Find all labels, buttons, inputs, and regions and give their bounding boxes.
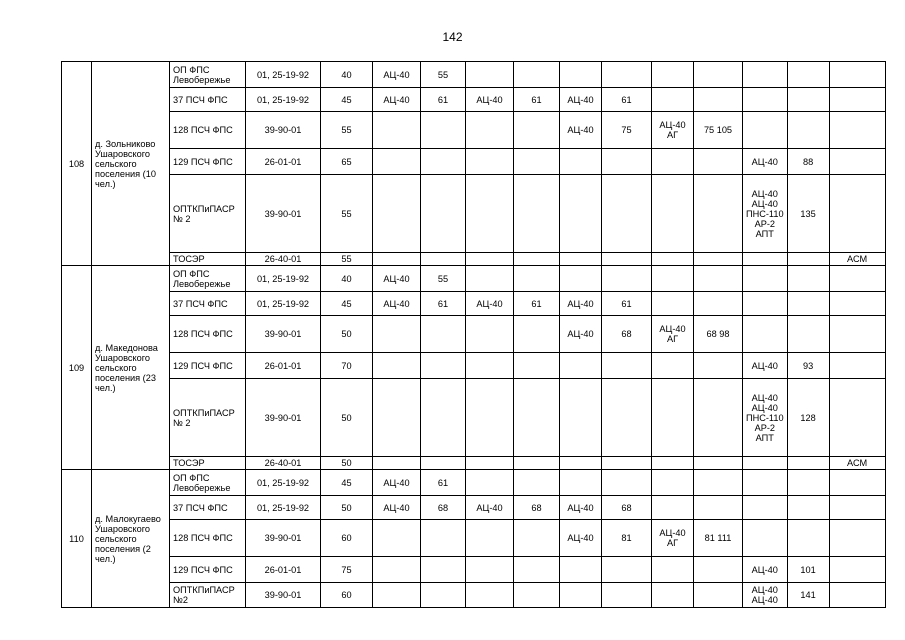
arrival-time-cell: 55	[321, 253, 373, 266]
equipment-cell	[787, 62, 829, 88]
equipment-cell	[829, 316, 885, 353]
table-row	[62, 470, 886, 496]
equipment-cell	[514, 112, 560, 149]
equipment-cell	[787, 253, 829, 266]
equipment-cell	[787, 470, 829, 496]
unit-name-cell: 128 ПСЧ ФПС	[170, 520, 246, 557]
equipment-cell	[694, 557, 743, 583]
equipment-cell	[829, 88, 885, 112]
equipment-cell	[694, 175, 743, 253]
arrival-time-cell: 55	[321, 175, 373, 253]
equipment-cell: АЦ-40	[373, 62, 421, 88]
equipment-cell: 128	[787, 379, 829, 457]
unit-name-cell: ОПТКПиПАСР № 2	[170, 379, 246, 457]
arrival-time-cell: 75	[321, 557, 373, 583]
equipment-cell	[602, 62, 652, 88]
equipment-cell	[373, 520, 421, 557]
phone-cell: 26-01-01	[246, 557, 321, 583]
table-row	[62, 292, 886, 316]
phone-cell: 39-90-01	[246, 379, 321, 457]
equipment-cell	[602, 457, 652, 470]
equipment-cell	[514, 457, 560, 470]
unit-name-cell: ОПТКПиПАСР № 2	[170, 175, 246, 253]
equipment-cell	[373, 175, 421, 253]
equipment-cell: АЦ-40	[373, 88, 421, 112]
equipment-cell	[373, 353, 421, 379]
equipment-cell: 61	[602, 292, 652, 316]
equipment-cell: 75 105	[694, 112, 743, 149]
equipment-cell	[787, 316, 829, 353]
settlement-cell: д. Македонова Ушаровского сельского поселения (23 чел.)	[92, 266, 170, 470]
equipment-cell: 68 98	[694, 316, 743, 353]
equipment-cell: АЦ-40	[743, 353, 788, 379]
equipment-cell	[652, 583, 694, 608]
unit-name-cell: 37 ПСЧ ФПС	[170, 496, 246, 520]
table-row	[62, 520, 886, 557]
equipment-cell: 55	[421, 62, 466, 88]
phone-cell: 01, 25-19-92	[246, 266, 321, 292]
equipment-cell	[694, 583, 743, 608]
table-body	[62, 62, 886, 608]
table-row	[62, 496, 886, 520]
equipment-cell	[466, 253, 514, 266]
equipment-cell	[787, 292, 829, 316]
equipment-cell	[787, 457, 829, 470]
equipment-cell	[514, 557, 560, 583]
phone-cell: 01, 25-19-92	[246, 62, 321, 88]
equipment-cell	[694, 470, 743, 496]
equipment-cell	[787, 520, 829, 557]
equipment-cell: АЦ-40	[743, 149, 788, 175]
equipment-cell	[743, 292, 788, 316]
phone-cell: 01, 25-19-92	[246, 292, 321, 316]
phone-cell: 39-90-01	[246, 583, 321, 608]
arrival-time-cell: 50	[321, 379, 373, 457]
equipment-cell	[514, 62, 560, 88]
equipment-cell	[421, 175, 466, 253]
equipment-cell	[421, 316, 466, 353]
table-row	[62, 149, 886, 175]
equipment-cell	[560, 62, 602, 88]
table-row	[62, 253, 886, 266]
equipment-cell	[829, 353, 885, 379]
equipment-cell: АЦ-40	[466, 88, 514, 112]
equipment-cell	[560, 557, 602, 583]
equipment-cell	[514, 379, 560, 457]
equipment-cell: АЦ-40 АГ	[652, 520, 694, 557]
equipment-cell	[514, 470, 560, 496]
equipment-cell	[560, 175, 602, 253]
equipment-cell	[743, 520, 788, 557]
equipment-cell	[652, 175, 694, 253]
equipment-cell	[787, 266, 829, 292]
equipment-cell: 68	[602, 316, 652, 353]
unit-name-cell: 129 ПСЧ ФПС	[170, 557, 246, 583]
equipment-cell	[787, 112, 829, 149]
equipment-cell	[421, 353, 466, 379]
equipment-cell	[421, 557, 466, 583]
equipment-cell: АЦ-40	[466, 292, 514, 316]
equipment-cell: АЦ-40	[373, 470, 421, 496]
equipment-cell	[829, 112, 885, 149]
equipment-cell	[421, 457, 466, 470]
equipment-cell	[743, 316, 788, 353]
equipment-cell: АЦ-40 АГ	[652, 112, 694, 149]
equipment-cell	[466, 175, 514, 253]
equipment-cell	[466, 583, 514, 608]
equipment-cell	[743, 112, 788, 149]
equipment-cell	[421, 583, 466, 608]
equipment-cell: АСМ	[829, 253, 885, 266]
equipment-cell	[694, 379, 743, 457]
phone-cell: 01, 25-19-92	[246, 88, 321, 112]
equipment-cell	[694, 266, 743, 292]
equipment-cell: 61	[421, 470, 466, 496]
equipment-cell	[560, 470, 602, 496]
equipment-cell: АЦ-40	[373, 496, 421, 520]
equipment-cell: АЦ-40	[560, 496, 602, 520]
equipment-cell	[466, 557, 514, 583]
equipment-cell	[787, 88, 829, 112]
equipment-cell: АЦ-40 АЦ-40	[743, 583, 788, 608]
equipment-cell	[743, 496, 788, 520]
phone-cell: 26-01-01	[246, 353, 321, 379]
equipment-cell	[514, 316, 560, 353]
row-number: 108	[62, 62, 92, 266]
equipment-cell	[652, 457, 694, 470]
arrival-time-cell: 45	[321, 470, 373, 496]
equipment-cell: 88	[787, 149, 829, 175]
equipment-cell	[829, 62, 885, 88]
table-row	[62, 583, 886, 608]
equipment-cell: 61	[602, 88, 652, 112]
unit-name-cell: 129 ПСЧ ФПС	[170, 353, 246, 379]
table-row	[62, 175, 886, 253]
table-row	[62, 62, 886, 88]
equipment-cell	[694, 292, 743, 316]
equipment-cell	[421, 520, 466, 557]
equipment-cell	[373, 583, 421, 608]
arrival-time-cell: 50	[321, 457, 373, 470]
unit-name-cell: ТОСЭР	[170, 253, 246, 266]
equipment-cell	[694, 457, 743, 470]
equipment-cell	[787, 496, 829, 520]
equipment-cell	[829, 520, 885, 557]
equipment-cell: 68	[602, 496, 652, 520]
equipment-cell	[652, 253, 694, 266]
equipment-cell	[602, 149, 652, 175]
equipment-cell: 81 111	[694, 520, 743, 557]
row-number: 110	[62, 470, 92, 608]
equipment-cell	[694, 253, 743, 266]
equipment-cell: АЦ-40 АГ	[652, 316, 694, 353]
equipment-cell	[466, 112, 514, 149]
equipment-cell: 68	[514, 496, 560, 520]
equipment-cell: АЦ-40	[373, 292, 421, 316]
equipment-cell	[421, 253, 466, 266]
equipment-cell	[421, 379, 466, 457]
equipment-cell	[652, 62, 694, 88]
equipment-cell: 61	[514, 292, 560, 316]
arrival-time-cell: 55	[321, 112, 373, 149]
table-row	[62, 316, 886, 353]
unit-name-cell: 37 ПСЧ ФПС	[170, 88, 246, 112]
page-number: 142	[442, 30, 463, 44]
phone-cell: 26-40-01	[246, 457, 321, 470]
unit-name-cell: ТОСЭР	[170, 457, 246, 470]
equipment-cell	[514, 520, 560, 557]
table-row	[62, 457, 886, 470]
phone-cell: 39-90-01	[246, 112, 321, 149]
equipment-cell: 81	[602, 520, 652, 557]
equipment-cell	[373, 457, 421, 470]
unit-name-cell: ОПТКПиПАСР №2	[170, 583, 246, 608]
equipment-cell: АЦ-40	[560, 112, 602, 149]
deployment-table	[61, 61, 886, 608]
equipment-cell	[514, 583, 560, 608]
equipment-cell: АЦ-40	[743, 557, 788, 583]
equipment-cell	[514, 266, 560, 292]
equipment-cell	[466, 353, 514, 379]
equipment-cell	[421, 112, 466, 149]
phone-cell: 26-40-01	[246, 253, 321, 266]
equipment-cell	[743, 88, 788, 112]
row-number: 109	[62, 266, 92, 470]
unit-name-cell: ОП ФПС Левобережье	[170, 470, 246, 496]
equipment-cell	[652, 470, 694, 496]
table-row	[62, 112, 886, 149]
equipment-cell: АЦ-40	[560, 88, 602, 112]
equipment-cell	[373, 149, 421, 175]
equipment-cell	[652, 292, 694, 316]
phone-cell: 39-90-01	[246, 520, 321, 557]
equipment-cell	[602, 175, 652, 253]
equipment-cell	[560, 266, 602, 292]
equipment-cell	[560, 457, 602, 470]
equipment-cell	[652, 379, 694, 457]
arrival-time-cell: 65	[321, 149, 373, 175]
equipment-cell	[652, 149, 694, 175]
equipment-cell: 101	[787, 557, 829, 583]
unit-name-cell: 128 ПСЧ ФПС	[170, 316, 246, 353]
equipment-cell	[602, 353, 652, 379]
unit-name-cell: 37 ПСЧ ФПС	[170, 292, 246, 316]
arrival-time-cell: 45	[321, 292, 373, 316]
equipment-cell: 61	[514, 88, 560, 112]
equipment-cell	[743, 62, 788, 88]
equipment-cell	[560, 379, 602, 457]
equipment-cell	[373, 112, 421, 149]
equipment-cell	[829, 583, 885, 608]
equipment-cell: 68	[421, 496, 466, 520]
arrival-time-cell: 50	[321, 496, 373, 520]
equipment-cell	[466, 457, 514, 470]
phone-cell: 39-90-01	[246, 316, 321, 353]
phone-cell: 01, 25-19-92	[246, 496, 321, 520]
arrival-time-cell: 45	[321, 88, 373, 112]
table-row	[62, 353, 886, 379]
equipment-cell	[829, 292, 885, 316]
equipment-cell	[652, 557, 694, 583]
table-row	[62, 379, 886, 457]
equipment-cell: 55	[421, 266, 466, 292]
equipment-cell	[560, 253, 602, 266]
equipment-cell	[466, 316, 514, 353]
table-row	[62, 88, 886, 112]
equipment-cell	[652, 353, 694, 379]
arrival-time-cell: 70	[321, 353, 373, 379]
equipment-cell	[829, 496, 885, 520]
equipment-cell	[373, 316, 421, 353]
table-row	[62, 266, 886, 292]
equipment-cell	[373, 379, 421, 457]
equipment-cell: АЦ-40	[560, 316, 602, 353]
equipment-cell: АЦ-40 АЦ-40 ПНС-110 АР-2 АПТ	[743, 175, 788, 253]
equipment-cell	[652, 496, 694, 520]
unit-name-cell: 128 ПСЧ ФПС	[170, 112, 246, 149]
unit-name-cell: 129 ПСЧ ФПС	[170, 149, 246, 175]
equipment-cell: АЦ-40	[373, 266, 421, 292]
arrival-time-cell: 60	[321, 583, 373, 608]
phone-cell: 39-90-01	[246, 175, 321, 253]
arrival-time-cell: 40	[321, 266, 373, 292]
settlement-cell: д. Зольниково Ушаровского сельского поселения (10 чел.)	[92, 62, 170, 266]
equipment-cell	[829, 149, 885, 175]
equipment-cell	[602, 583, 652, 608]
equipment-cell	[560, 353, 602, 379]
equipment-cell	[743, 253, 788, 266]
equipment-cell	[652, 266, 694, 292]
equipment-cell: 61	[421, 88, 466, 112]
equipment-cell: АЦ-40	[466, 496, 514, 520]
equipment-cell: 75	[602, 112, 652, 149]
equipment-cell	[602, 253, 652, 266]
equipment-cell	[560, 583, 602, 608]
equipment-cell: 135	[787, 175, 829, 253]
equipment-cell	[829, 266, 885, 292]
table-row	[62, 557, 886, 583]
equipment-cell	[694, 149, 743, 175]
equipment-cell	[829, 175, 885, 253]
arrival-time-cell: 50	[321, 316, 373, 353]
unit-name-cell: ОП ФПС Левобережье	[170, 62, 246, 88]
arrival-time-cell: 60	[321, 520, 373, 557]
equipment-cell	[514, 149, 560, 175]
equipment-cell	[560, 149, 602, 175]
equipment-cell: АСМ	[829, 457, 885, 470]
settlement-cell: д. Малокугаево Ушаровского сельского поселения (2 чел.)	[92, 470, 170, 608]
equipment-cell	[694, 62, 743, 88]
equipment-cell	[602, 557, 652, 583]
equipment-cell	[466, 520, 514, 557]
equipment-cell	[602, 379, 652, 457]
equipment-cell	[829, 379, 885, 457]
equipment-cell: 61	[421, 292, 466, 316]
equipment-cell	[373, 253, 421, 266]
equipment-cell	[829, 470, 885, 496]
equipment-cell	[466, 470, 514, 496]
arrival-time-cell: 40	[321, 62, 373, 88]
equipment-cell: АЦ-40	[560, 520, 602, 557]
equipment-cell	[514, 353, 560, 379]
equipment-cell	[514, 175, 560, 253]
equipment-cell	[743, 457, 788, 470]
equipment-cell: АЦ-40 АЦ-40 ПНС-110 АР-2 АПТ	[743, 379, 788, 457]
equipment-cell	[652, 88, 694, 112]
phone-cell: 01, 25-19-92	[246, 470, 321, 496]
equipment-cell	[466, 62, 514, 88]
equipment-cell	[743, 470, 788, 496]
equipment-cell	[694, 88, 743, 112]
equipment-cell	[602, 470, 652, 496]
equipment-cell: 93	[787, 353, 829, 379]
equipment-cell: АЦ-40	[560, 292, 602, 316]
equipment-cell	[694, 353, 743, 379]
equipment-cell: 141	[787, 583, 829, 608]
equipment-cell	[466, 266, 514, 292]
unit-name-cell: ОП ФПС Левобережье	[170, 266, 246, 292]
equipment-cell	[602, 266, 652, 292]
equipment-cell	[514, 253, 560, 266]
equipment-cell	[694, 496, 743, 520]
phone-cell: 26-01-01	[246, 149, 321, 175]
equipment-cell	[421, 149, 466, 175]
equipment-cell	[373, 557, 421, 583]
equipment-cell	[829, 557, 885, 583]
equipment-cell	[466, 379, 514, 457]
equipment-cell	[743, 266, 788, 292]
equipment-cell	[466, 149, 514, 175]
